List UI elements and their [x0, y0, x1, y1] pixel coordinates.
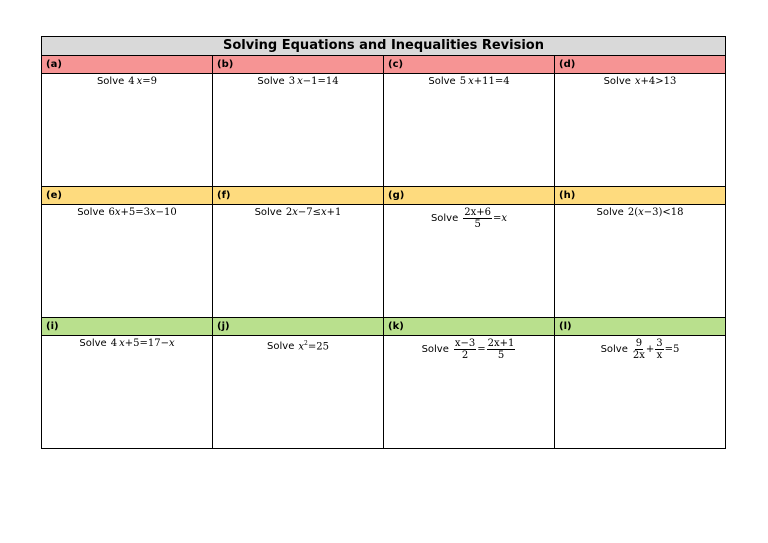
solve-word: Solve — [257, 76, 285, 87]
solve-word: Solve — [430, 213, 459, 224]
revision-worksheet — [41, 36, 726, 449]
equation-a: 4 x=9 — [128, 76, 158, 87]
question-k — [422, 338, 517, 361]
worksheet-title: Solving Equations and Inequalities Revision — [42, 37, 726, 56]
answer-area-b[interactable] — [213, 74, 384, 187]
question-header-row — [42, 318, 726, 336]
solve-word: Solve — [77, 207, 105, 218]
equation-e: 6x+5=3x−10 — [108, 207, 177, 218]
question-d — [604, 76, 677, 87]
equation-l: $\frac{9}{2x}$ + $\frac{3}{x}$ =5 — [632, 338, 680, 361]
fraction: $\frac{x-3}{2}$ — [454, 338, 476, 361]
solve-word: Solve — [596, 207, 624, 218]
answer-area-j[interactable] — [213, 336, 384, 449]
answer-area-h[interactable] — [555, 205, 726, 318]
question-label-h: (h) — [555, 187, 726, 205]
question-i — [79, 338, 174, 349]
question-label-j: (j) — [213, 318, 384, 336]
question-label-g: (g) — [384, 187, 555, 205]
question-l — [601, 338, 680, 361]
question-j — [267, 340, 329, 352]
answer-area-a[interactable] — [42, 74, 213, 187]
question-label-b: (b) — [213, 56, 384, 74]
solve-word: Solve — [96, 76, 125, 87]
solve-word: Solve — [428, 76, 456, 87]
question-e — [77, 207, 177, 218]
question-body-row — [42, 336, 726, 449]
answer-area-k[interactable] — [384, 336, 555, 449]
question-header-row — [42, 187, 726, 205]
equation-i: 4 x+5=17−x — [110, 338, 175, 349]
solve-word: Solve — [267, 340, 295, 352]
question-label-c: (c) — [384, 56, 555, 74]
fraction: $\frac{9}{2x}$ — [632, 338, 645, 361]
question-body-row — [42, 205, 726, 318]
question-b — [257, 76, 338, 87]
solve-word: Solve — [603, 76, 631, 87]
question-label-e: (e) — [42, 187, 213, 205]
equation-k: $\frac{x-3}{2}$ = $\frac{2x+1}{5}$ — [454, 338, 515, 361]
question-label-d: (d) — [555, 56, 726, 74]
question-label-i: (i) — [42, 318, 213, 336]
question-c — [428, 76, 509, 87]
equation-c: 5 x+11=4 — [459, 76, 510, 87]
fraction: $\frac{3}{x}$ — [656, 338, 663, 361]
question-body-row — [42, 74, 726, 187]
inequality-d: x+4>13 — [634, 76, 677, 87]
answer-area-e[interactable] — [42, 205, 213, 318]
fraction: $\frac{2x+6}{5}$ — [464, 207, 492, 230]
question-label-k: (k) — [384, 318, 555, 336]
question-label-f: (f) — [213, 187, 384, 205]
question-label-a: (a) — [42, 56, 213, 74]
question-g — [431, 207, 507, 230]
answer-area-i[interactable] — [42, 336, 213, 449]
solve-word: Solve — [600, 344, 628, 355]
fraction: $\frac{2x+1}{5}$ — [487, 338, 515, 361]
question-h — [596, 207, 683, 218]
answer-area-c[interactable] — [384, 74, 555, 187]
question-f — [255, 207, 342, 218]
question-header-row — [42, 56, 726, 74]
inequality-f: 2x−7≤x+1 — [285, 207, 342, 218]
equation-g: $\frac{2x+6}{5}$ = x — [464, 207, 508, 230]
equation-b: 3 x−1=14 — [288, 76, 339, 87]
answer-area-l[interactable] — [555, 336, 726, 449]
question-a — [97, 76, 157, 87]
equation-j: $x^2=25$ — [298, 340, 329, 353]
solve-word: Solve — [421, 344, 449, 355]
inequality-h: 2(x−3)<18 — [627, 207, 684, 218]
solve-word: Solve — [254, 207, 282, 218]
question-label-l: (l) — [555, 318, 726, 336]
answer-area-f[interactable] — [213, 205, 384, 318]
answer-area-g[interactable] — [384, 205, 555, 318]
answer-area-d[interactable] — [555, 74, 726, 187]
solve-word: Solve — [79, 338, 107, 349]
